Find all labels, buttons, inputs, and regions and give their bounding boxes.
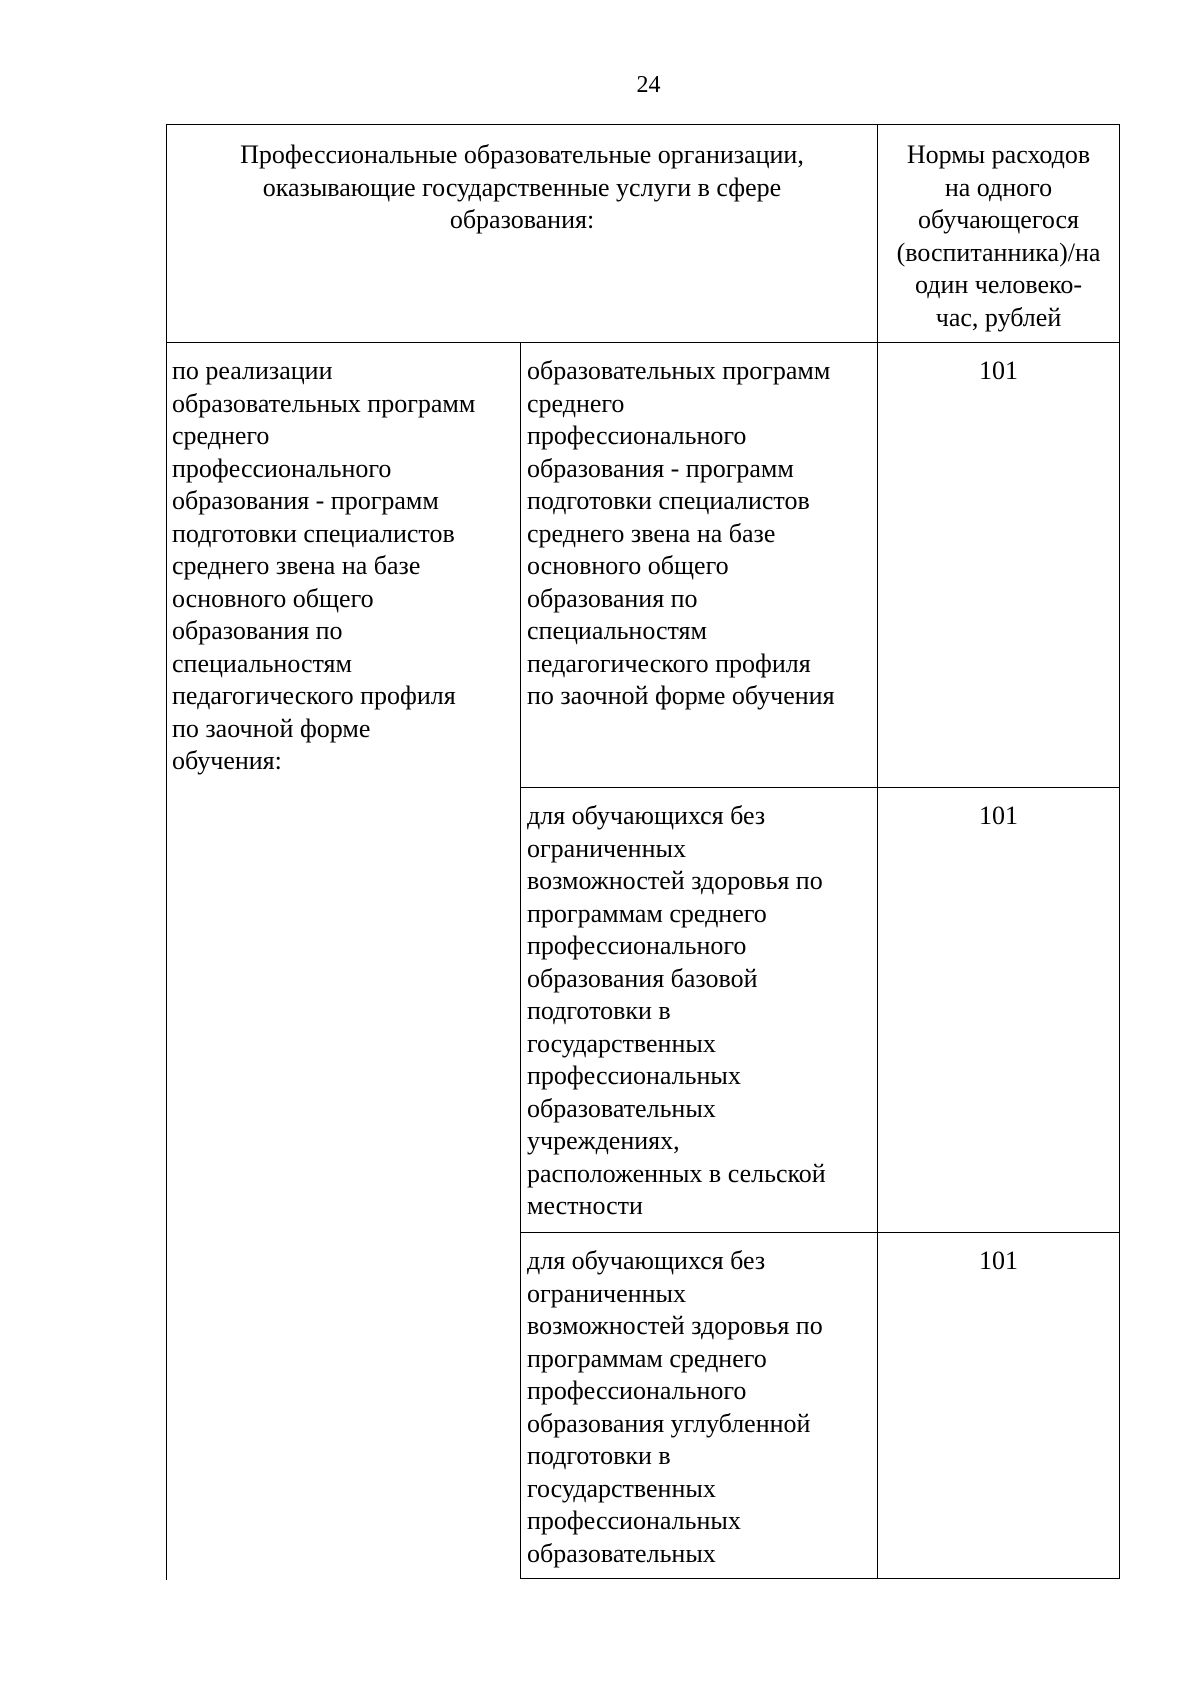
header-divider: [166, 342, 1120, 343]
column-divider-norm: [877, 124, 878, 1579]
table-border-left: [166, 124, 167, 1580]
column-divider-group: [520, 342, 521, 1579]
row-1-description: образовательных программ среднего профессионального образования - программ подготовки специалистов среднего звена на базе основного общего образования по специальностям педагогического профиля по заочной форме обучения: [527, 356, 835, 710]
table-border-right: [1119, 124, 1120, 1579]
group-label: по реализации образовательных программ среднего профессионального образования - программ подготовки специалистов среднего звена на базе основного общего образования по специальностям педагогического профиля по заочной форме обучения:: [172, 356, 476, 775]
header-expense-norms: Нормы расходов на одного обучающегося (воспитанника)/на один человеко- час, рублей: [896, 140, 1101, 332]
row-1-value: 101: [979, 356, 1018, 385]
row-2-description: для обучающихся без ограниченных возможностей здоровья по программам среднего профессионального образования базовой подготовки в государственных профессиональных образовательных учреждениях, расположенных в сельской местности: [527, 801, 826, 1220]
row-3-description: для обучающихся без ограниченных возможностей здоровья по программам среднего профессионального образования углубленной подготовки в государственных профессиональных образовательных: [527, 1246, 823, 1568]
row-divider-2: [520, 1232, 1120, 1233]
table-border-top: [166, 124, 1120, 125]
row-divider-1: [520, 787, 1120, 788]
row-3-value: 101: [979, 1246, 1018, 1275]
row-2-value: 101: [979, 801, 1018, 830]
table-border-bottom: [520, 1578, 1120, 1579]
header-organizations: Профессиональные образовательные организации, оказывающие государственные услуги в сфере образования:: [240, 140, 804, 234]
page-number: 24: [636, 72, 661, 98]
